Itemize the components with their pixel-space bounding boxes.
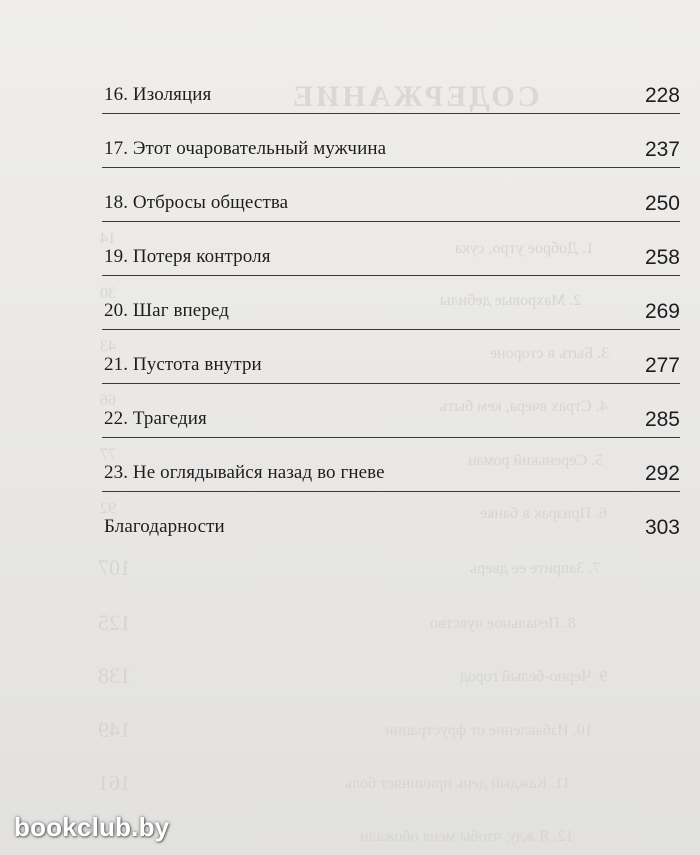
toc-entry-title: Благодарности	[104, 516, 225, 537]
toc-entry-page: 250	[644, 192, 680, 215]
toc-entry-page: 285	[644, 408, 680, 431]
toc-entry	[102, 222, 680, 276]
toc-entry-title: 19. Потеря контроля	[104, 246, 271, 267]
toc-entry-title: 16. Изоляция	[104, 84, 212, 105]
toc-entry	[102, 438, 680, 492]
toc-entry-page: 269	[644, 300, 680, 323]
show-through-line: 3. Быть в стороне	[490, 345, 610, 362]
show-through-line: 10. Избавление от фрустрации	[385, 722, 593, 739]
show-through-line: 1. Доброе утро, сука	[455, 240, 595, 257]
toc-entry-title: 23. Не оглядывайся назад во гневе	[104, 462, 385, 483]
toc-entry-page: 258	[644, 246, 680, 269]
toc-entry	[102, 330, 680, 384]
toc-entry-page: 303	[644, 516, 680, 539]
show-through-line: 9. Черно-белый город	[460, 668, 608, 685]
toc-entry-page: 292	[644, 462, 680, 485]
toc-entry	[102, 492, 680, 546]
toc-entry-title: 21. Пустота внутри	[104, 354, 262, 375]
toc-entry	[102, 60, 680, 114]
show-through-line: 11. Каждый день причиняет боль	[345, 775, 571, 792]
toc-entry-title: 17. Этот очаровательный мужчина	[104, 138, 387, 159]
show-through-page: 149	[98, 717, 131, 742]
show-through-page: 43	[100, 338, 116, 355]
toc-entry-title: 22. Трагедия	[104, 408, 207, 429]
show-through-page: 161	[98, 770, 131, 795]
toc-entry-page: 237	[644, 138, 680, 161]
show-through-page: 66	[100, 392, 116, 409]
show-through-line: 8. Печальное чувство	[430, 615, 576, 632]
show-through-page: 77	[100, 446, 116, 463]
show-through-page: 138	[98, 663, 131, 688]
toc-entry	[102, 384, 680, 438]
show-through-line: 4. Страх вчера, кем быть	[440, 398, 608, 415]
show-through-line: 7. Заприте ее дверь	[470, 560, 601, 577]
toc-entry-page: 228	[644, 84, 680, 107]
toc-entry-title: 20. Шаг вперед	[104, 300, 229, 321]
show-through-page: 92	[100, 500, 116, 517]
show-through-line: 2. Махровые дебилы	[440, 292, 582, 309]
toc-entry	[102, 276, 680, 330]
show-through-line: 5. Серенький роман	[468, 452, 604, 469]
show-through-page: 125	[98, 610, 131, 635]
show-through-title: СОДЕРЖАНИЕ	[290, 80, 540, 113]
show-through-line: 6. Призрак в банке	[480, 505, 608, 522]
watermark: bookclub.by	[14, 812, 170, 842]
table-of-contents	[102, 60, 680, 546]
show-through-page: 107	[98, 555, 131, 580]
show-through-page: 30	[100, 285, 116, 302]
show-through-line: 12. Я жду, чтобы меня обожали	[360, 828, 574, 845]
toc-entry	[102, 114, 680, 168]
show-through-page: 14	[100, 230, 116, 247]
toc-entry-title: 18. Отбросы общества	[104, 192, 289, 213]
toc-entry-page: 277	[644, 354, 680, 377]
toc-entry	[102, 168, 680, 222]
